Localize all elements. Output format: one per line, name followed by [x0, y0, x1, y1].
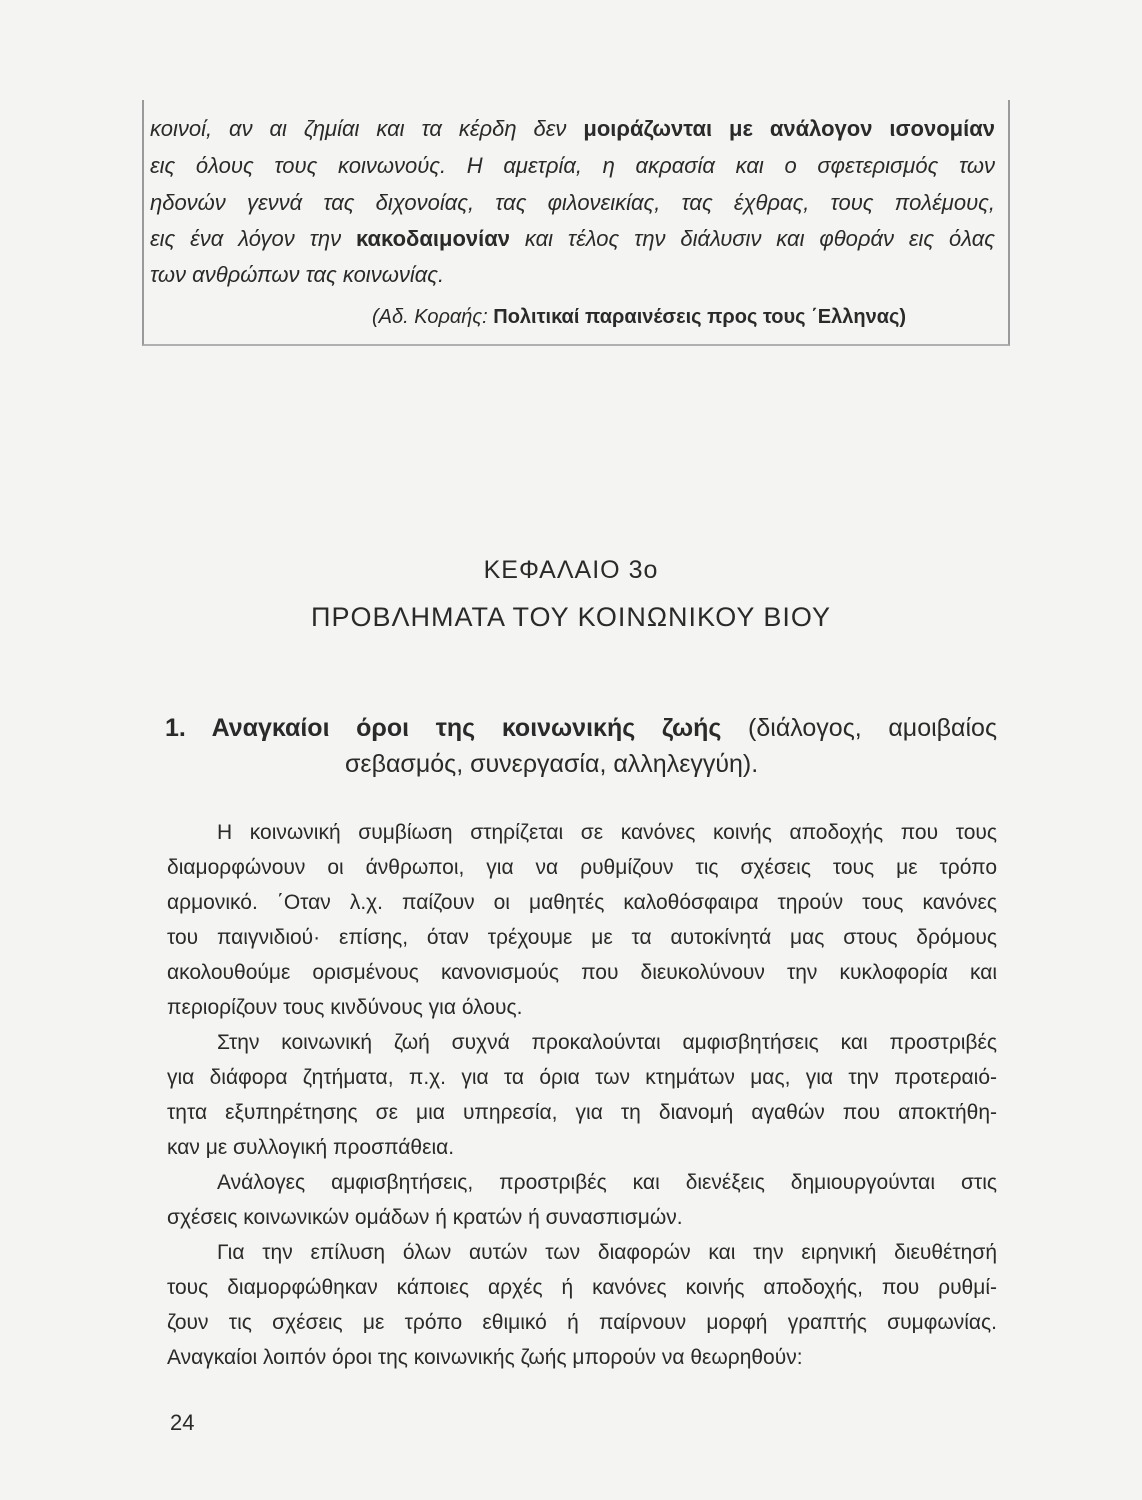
body-line: καν με συλλογική προσπάθεια. [167, 1136, 455, 1159]
body-line: Για την επίλυση όλων αυτών των διαφορών και την ειρηνική διευθέτησή [217, 1241, 997, 1264]
chapter-title: ΠΡΟΒΛΗΜΑΤΑ ΤΟΥ ΚΟΙΝΩΝΙΚΟΥ ΒΙΟΥ [310, 602, 832, 632]
quote-line: ηδονών γεννά τας διχονοίας, τας φιλονεικίας, τας έχθρας, τους πολέμους, [150, 190, 995, 215]
quote-line: εις ένα λόγον την κακοδαιμονίαν και τέλος την διάλυσιν και φθοράν εις όλας [150, 226, 995, 251]
chapter-label: ΚΕΦΑΛΑΙΟ 3ο [483, 556, 659, 584]
body-line: περιορίζουν τους κινδύνους για όλους. [167, 996, 523, 1019]
quote-attribution: (Αδ. Κοραής: Πολιτικαί παραινέσεις προς τους ΄Ελληνας) [372, 306, 907, 328]
body-line: Ανάλογες αμφισβητήσεις, προστριβές και διενέξεις δημιουργούνται στις [217, 1171, 997, 1194]
body-line: τητα εξυπηρέτησης σε μια υπηρεσία, για τη διανομή αγαθών που αποκτήθη- [167, 1101, 997, 1124]
quote-line: εις όλους τους κοινωνούς. Η αμετρία, η ακρασία και ο σφετερισμός των [150, 153, 995, 178]
body-line: για διάφορα ζητήματα, π.χ. για τα όρια των κτημάτων μας, για την προτεραιό- [167, 1066, 997, 1089]
body-line: διαμορφώνουν οι άνθρωποι, για να ρυθμίζουν τις σχέσεις τους με τρόπο [167, 856, 997, 879]
section-heading: 1. Αναγκαίοι όροι της κοινωνικής ζωής (διάλογος, αμοιβαίος σεβασμός, συνεργασία, αλληλεγγύη). [165, 714, 998, 778]
body-line: του παιγνιδιού· επίσης, όταν τρέχουμε με τα αυτοκίνητά μας στους δρόμους [167, 926, 997, 949]
body-line: ζουν τις σχέσεις με τρόπο εθιμικό ή παίρνουν μορφή γραπτής συμφωνίας. [167, 1311, 997, 1334]
quote-line: κοινοί, αν αι ζημίαι και τα κέρδη δεν μοιράζωνται με ανάλογον ισονομίαν [150, 116, 996, 141]
page-number: 24 [170, 1410, 195, 1435]
body-line: Η κοινωνική συμβίωση στηρίζεται σε κανόνες κοινής αποδοχής που τους [217, 821, 997, 844]
body-line: Στην κοινωνική ζωή συχνά προκαλούνται αμφισβητήσεις και προστριβές [217, 1031, 997, 1054]
body-line: ακολουθούμε ορισμένους κανονισμούς που διευκολύνουν την κυκλοφορία και [167, 961, 997, 984]
quote-line: των ανθρώπων τας κοινωνίας. [150, 262, 445, 287]
body-line: αρμονικό. ΄Οταν λ.χ. παίζουν οι μαθητές καλοθόσφαιρα τηρούν τους κανόνες [167, 891, 997, 914]
body-line: σχέσεις κοινωνικών ομάδων ή κρατών ή συνασπισμών. [167, 1206, 683, 1229]
body-line: τους διαμορφώθηκαν κάποιες αρχές ή κανόνες κοινής αποδοχής, που ρυθμί- [167, 1276, 997, 1299]
body-line: Αναγκαίοι λοιπόν όροι της κοινωνικής ζωής μπορούν να θεωρηθούν: [167, 1346, 803, 1369]
